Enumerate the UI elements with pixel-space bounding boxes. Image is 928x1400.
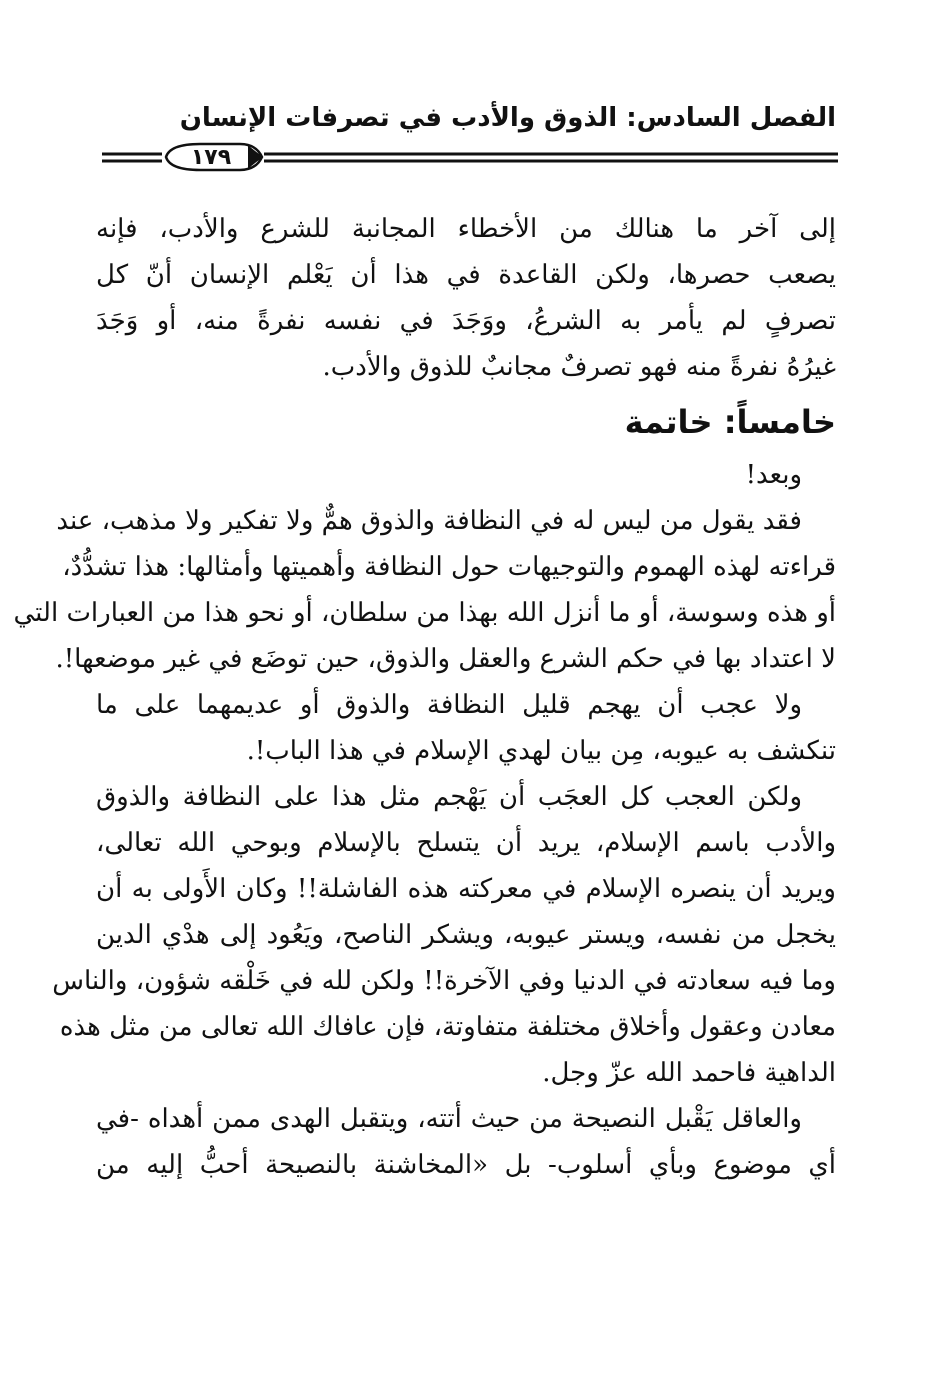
text-line: ولا عجب أن يهجم قليل النظافة والذوق أو عديمهما على ما [96, 690, 802, 720]
text-line: تصرفٍ لم يأمر به الشرعُ، ووَجَدَ في نفسه نفرةً منه، أو وَجَدَ [96, 306, 836, 336]
text-line: معادن وعقول وأخلاق مختلفة متفاوتة، فإن عافاك الله تعالى من مثل هذه [59, 1012, 836, 1042]
text-line: وبعد! [745, 460, 802, 490]
text-line: وما فيه سعادته في الدنيا وفي الآخرة!! ولكن لله في خَلْقه شؤون، والناس [52, 966, 836, 996]
text-line: الداهية فاحمد الله عزّ وجل. [542, 1058, 836, 1088]
text-line: يصعب حصرها، ولكن القاعدة في هذا أن يَعْلم الإنسان أنّ كل [96, 260, 836, 290]
text-line: والعاقل يَقْبل النصيحة من حيث أتته، ويتقبل الهدى ممن أهداه -في [96, 1104, 802, 1134]
page-number: ١٧٩ [190, 145, 232, 170]
text-line: إلى آخر ما هنالك من الأخطاء المجانبة للشرع والأدب، فإنه [96, 214, 836, 244]
text-line: يخجل من نفسه، ويستر عيوبه، ويشكر الناصح، ويَعُود إلى هدْي الدين [96, 920, 836, 950]
text-line: فقد يقول من ليس له في النظافة والذوق همٌّ ولا تفكير ولا مذهب، عند [56, 506, 802, 536]
text-line: أي موضوع وبأي أسلوب- بل «المخاشنة بالنصيحة أحبُّ إليه من [96, 1150, 836, 1180]
chapter-running-header: الفصل السادس: الذوق والأدب في تصرفات الإنسان [179, 103, 836, 133]
text-line: ويريد أن ينصره الإسلام في معركته هذه الفاشلة!! وكان الأَولى به أن [96, 874, 836, 904]
text-line: والأدب باسم الإسلام، يريد أن يتسلح بالإسلام وبوحي الله تعالى، [96, 828, 836, 858]
text-line: قراءته لهذه الهموم والتوجيهات حول النظافة وأهميتها وأمثالها: هذا تشدُّدٌ، [62, 552, 836, 582]
text-line: أو هذه وسوسة، أو ما أنزل الله بهذا من سلطان، أو نحو هذا من العبارات التي [13, 598, 836, 628]
text-line: ولكن العجب كل العجَب أن يَهْجم مثل هذا على النظافة والذوق [96, 782, 802, 812]
section-heading: خامساً: خاتمة [624, 403, 836, 441]
paragraph-body [13, 452, 836, 1188]
text-line: لا اعتداد بها في حكم الشرع والعقل والذوق، حين توضَع في غير موضعها!. [55, 644, 836, 674]
text-line: غيرُهُ نفرةً منه فهو تصرفٌ مجانبٌ للذوق والأدب. [322, 352, 836, 382]
text-line: تنكشف به عيوبه، مِن بيان لهدي الإسلام في هذا الباب!. [246, 736, 836, 766]
paragraph-intro [96, 206, 836, 390]
